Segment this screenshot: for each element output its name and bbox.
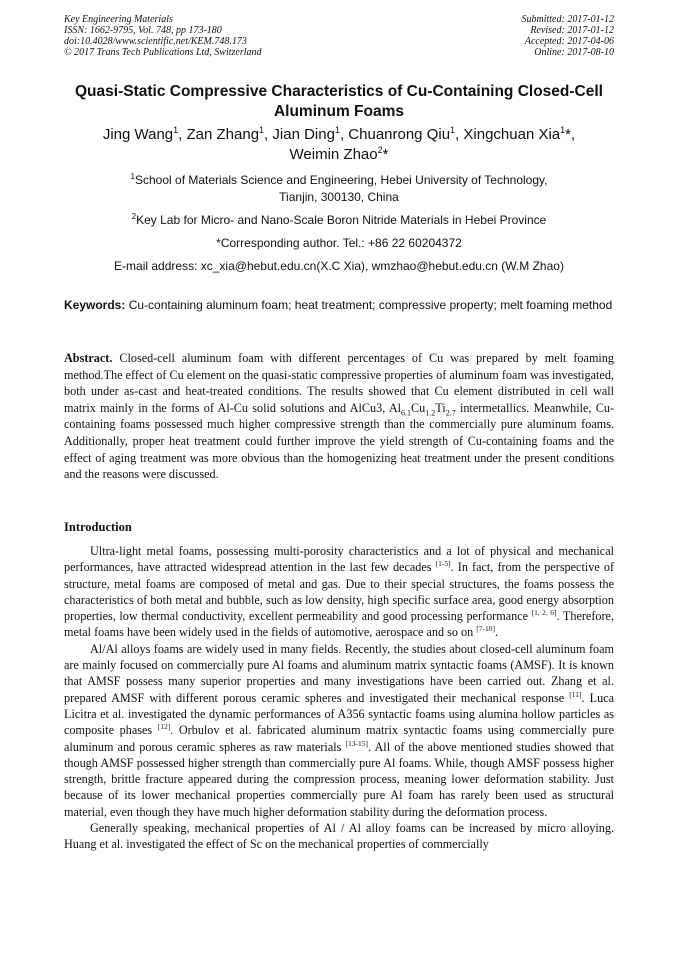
- affiliation-mark: 1: [560, 125, 566, 135]
- paragraph: [64, 641, 614, 820]
- paragraph-text: . Orbulov et al. fabricated aluminum matrix syntactic foams using commercially pure aluminum and porous ceramic spheres as raw materials: [64, 723, 614, 754]
- author: [186, 126, 272, 143]
- citation: [1, 2, 6]: [531, 608, 557, 618]
- keywords-label: Keywords:: [64, 298, 126, 312]
- author-name: Jian Ding: [272, 126, 335, 143]
- citation: [11]: [569, 689, 582, 699]
- affiliation-mark: 1: [450, 125, 456, 135]
- publication-dates: [522, 14, 615, 58]
- paragraph-text: .: [494, 625, 499, 640]
- author: [348, 126, 463, 143]
- journal-name: Key Engineering Materials: [64, 14, 173, 25]
- abstract-label: Abstract.: [64, 351, 113, 365]
- author-list: [64, 125, 614, 165]
- affiliation-1: [64, 172, 614, 206]
- journal-info: [64, 14, 262, 58]
- author-name: Xingchuan Xia: [463, 126, 561, 143]
- formula-subscript: 1.2: [425, 408, 436, 418]
- affiliation-mark: 2: [377, 145, 383, 155]
- citation: [7-10]: [476, 624, 495, 634]
- date-submitted: Submitted: 2017-01-12: [521, 14, 614, 25]
- email-addresses: E-mail address: xc_xia@hebut.edu.cn(X.C Xia), wmzhao@hebut.edu.cn (W.M Zhao): [114, 259, 564, 273]
- author-name: Chuanrong Qiu: [348, 126, 451, 143]
- author: [463, 126, 575, 143]
- author-name: Zan Zhang: [186, 126, 260, 143]
- author-separator: ,: [455, 126, 464, 143]
- author: [103, 126, 187, 143]
- date-revised: Revised: 2017-01-12: [530, 25, 614, 36]
- journal-copyright: © 2017 Trans Tech Publications Ltd, Switzerland: [64, 47, 262, 58]
- keywords: [64, 297, 614, 314]
- paragraph-text: Al/Al alloys foams are widely used in many fields. Recently, the studies about closed-cell aluminum foam are mainly focused on commercially pure Al foams and aluminum matrix syntactic foams (AMSF). It is known that AMSF possess many superior properties and many investigations have been carried out. Zhang et al. prepared AMSF with different porous ceramic spheres and investigated their mechanical response: [64, 641, 614, 705]
- citation: [13-15]: [345, 738, 368, 748]
- author-separator: ,: [264, 126, 273, 143]
- journal-issn: ISSN: 1662-9795, Vol. 748, pp 173-180: [64, 25, 222, 36]
- author-name: Weimin Zhao: [289, 146, 378, 163]
- paragraph: [64, 543, 614, 641]
- keywords-text: Cu-containing aluminum foam; heat treatment; compressive property; melt foaming method: [125, 298, 613, 312]
- affiliation-1-line-2: Tianjin, 300130, China: [279, 190, 399, 204]
- journal-doi: doi:10.4028/www.scientific.net/KEM.748.173: [64, 36, 247, 47]
- corresponding-author: *Corresponding author. Tel.: +86 22 60204372: [216, 236, 462, 250]
- formula-element: Cu: [411, 400, 426, 415]
- affiliation-mark: 2: [131, 212, 137, 221]
- affiliation-2-text: Key Lab for Micro- and Nano-Scale Boron Nitride Materials in Hebei Province: [136, 213, 547, 227]
- paragraph-text: . All of the above mentioned studies showed that though AMSF possessed higher strength than commercially pure Al foams. While, though AMSF possess higher strength, brittle fracture appeared during the compression process, meaning lower deformation stability. Just because of its lower mechanical properties commercially pure Al foam has rarely been used as structural material, even though they have much higher deformation stability during the deformation process.: [64, 739, 614, 819]
- formula-element: Ti: [435, 400, 446, 415]
- introduction-body: [64, 543, 614, 853]
- author-separator: *: [382, 146, 389, 163]
- citation: [12]: [157, 722, 171, 732]
- date-online: Online: 2017-08-10: [534, 47, 614, 58]
- section-heading-introduction: Introduction: [64, 520, 132, 534]
- affiliation-2: [64, 212, 614, 229]
- paragraph-text: . In fact, from the perspective of structure, metal foams are composed of metal and gas. Due to their special structures, the foams possess the characteristics of both metal and bubble, such as low density, high specific surface area, good energy absorption properties, low thermal conductivity, excellent permeability and good processing performance: [64, 560, 615, 624]
- affiliation-mark: 1: [130, 172, 135, 181]
- paragraph-text: Ultra-light metal foams, possessing multi-porosity characteristics and a lot of physical and mechanical performances, have attracted widespread attention in the last few decades: [64, 544, 614, 575]
- author: [290, 146, 389, 163]
- affiliation-mark: 1: [259, 125, 265, 135]
- author-separator: *,: [565, 126, 576, 143]
- abstract: [64, 350, 614, 483]
- affiliation-1-line-1: School of Materials Science and Engineering, Hebei University of Technology,: [135, 173, 548, 187]
- paragraph: [64, 820, 614, 853]
- formula-subscript: 2.7: [445, 408, 456, 418]
- paragraph-text: . Therefore, metal foams have been widely used in the fields of automotive, aerospace and so on: [64, 609, 614, 640]
- formula-subscript: 6.1: [401, 408, 412, 418]
- author-separator: ,: [339, 126, 349, 143]
- author-name: Jing Wang: [102, 126, 174, 143]
- author-separator: ,: [178, 126, 187, 143]
- abstract-text: intermetallics. Meanwhile, Cu-containing foams possessed much higher compressive strength than the commercially pure aluminum foams. Additionally, proper heat treatment could further improve the yield strength of Cu-containing foams and the effect of aging treatment was more obvious than the homogenizing heat treatment under the present conditions and the reasons were discussed.: [64, 400, 615, 482]
- abstract-text: Closed-cell aluminum foam with different percentages of Cu was prepared by melt foaming method.The effect of Cu element on the quasi-static compressive properties of aluminum foam was investigated, both under as-cast and heat-treated conditions. The results showed that Cu element distributed in cell wall matrix mainly in the forms of Al-Cu solid solutions and AlCu3, Al: [64, 351, 614, 415]
- paragraph-text: . Luca Licitra et al. investigated the dynamic performances of A356 syntactic foams using alumina hollow particles as composite phases: [64, 690, 614, 738]
- citation: [1-5]: [435, 559, 451, 569]
- paper-title: Quasi-Static Compressive Characteristics of Cu-Containing Closed-Cell Aluminum Foams: [75, 83, 603, 120]
- affiliation-mark: 1: [334, 125, 340, 135]
- date-accepted: Accepted: 2017-04-06: [524, 36, 614, 47]
- affiliation-mark: 1: [173, 125, 179, 135]
- author: [272, 126, 348, 143]
- paragraph-text: Generally speaking, mechanical properties of Al / Al alloy foams can be increased by micro alloying. Huang et al. investigated the effect of Sc on the mechanical properties of commercially: [64, 821, 614, 852]
